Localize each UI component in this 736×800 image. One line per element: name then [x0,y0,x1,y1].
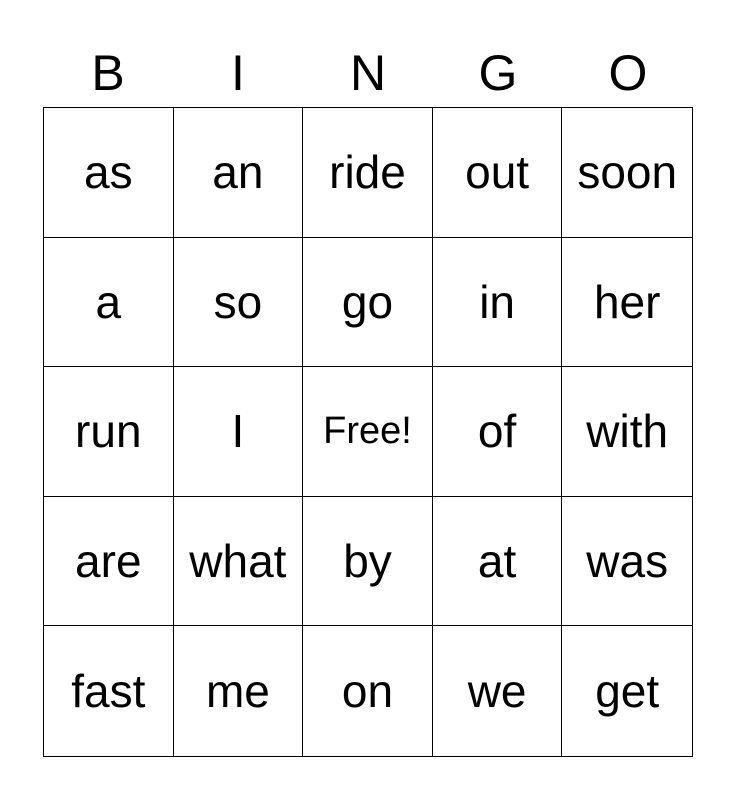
bingo-cell[interactable]: run [44,367,174,497]
free-space-cell[interactable]: Free! [303,367,433,497]
header-letter-i: I [231,45,245,101]
bingo-cell[interactable]: was [562,497,692,627]
bingo-cell[interactable]: a [44,238,174,368]
bingo-cell[interactable]: so [174,238,304,368]
bingo-board [43,107,693,757]
bingo-cell[interactable]: of [433,367,563,497]
bingo-cell[interactable]: with [562,367,692,497]
bingo-cell[interactable]: soon [562,108,692,238]
bingo-cell[interactable]: at [433,497,563,627]
bingo-cell[interactable]: ride [303,108,433,238]
header-letter-n: N [349,45,387,101]
bingo-cell[interactable]: me [174,626,304,756]
bingo-cell[interactable]: as [44,108,174,238]
bingo-cell[interactable]: on [303,626,433,756]
bingo-cell[interactable]: what [174,497,304,627]
bingo-cell[interactable]: I [174,367,304,497]
header-letter-o: O [608,45,648,101]
bingo-cell[interactable]: her [562,238,692,368]
bingo-cell[interactable]: are [44,497,174,627]
bingo-cell[interactable]: by [303,497,433,627]
bingo-cell[interactable]: an [174,108,304,238]
bingo-header [43,40,693,106]
bingo-cell[interactable]: fast [44,626,174,756]
bingo-cell[interactable]: go [303,238,433,368]
header-letter-g: G [478,45,518,101]
bingo-cell[interactable]: out [433,108,563,238]
header-letter-b: B [91,45,125,101]
bingo-cell[interactable]: get [595,665,660,718]
bingo-cell[interactable]: in [433,238,563,368]
bingo-cell[interactable]: we [433,626,563,756]
